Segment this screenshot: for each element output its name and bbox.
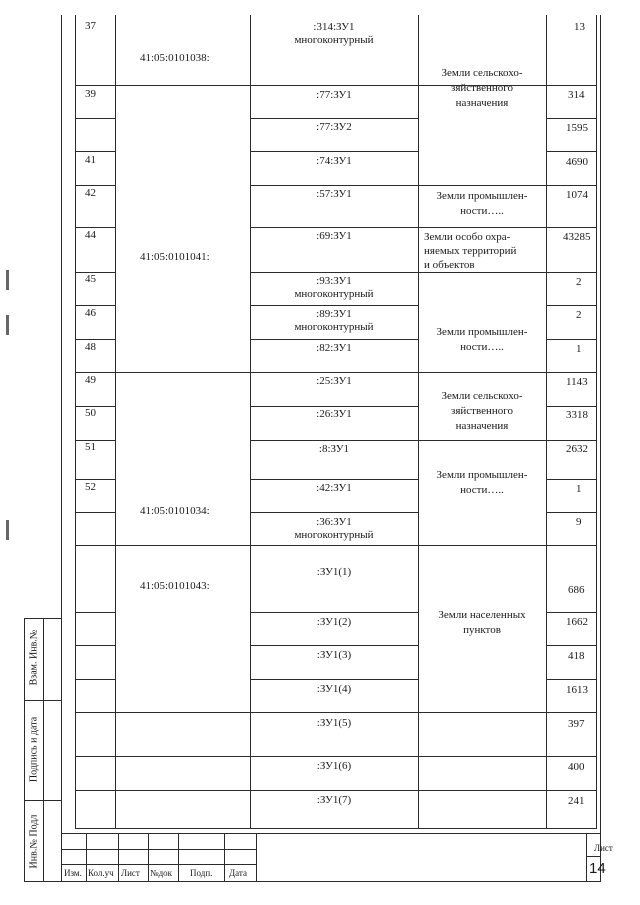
row-number: 44 <box>85 229 96 241</box>
area-value: 241 <box>568 795 585 807</box>
frame-bottom <box>24 881 601 882</box>
quarter-number: 41:05:0101041: <box>140 251 210 263</box>
row-line <box>75 545 597 546</box>
category-label: ности….. <box>460 205 504 217</box>
row-line <box>75 712 597 713</box>
area-value: 1595 <box>566 122 588 134</box>
table-col-line <box>596 15 597 828</box>
row-number: 52 <box>85 481 96 493</box>
side-column-line <box>24 618 25 881</box>
row-line <box>250 440 418 441</box>
plot-label: :ЗУ1(7) <box>316 794 352 806</box>
row-number: 51 <box>85 441 96 453</box>
category-label: Земли промышлен- <box>436 469 528 481</box>
stamp-kol: Кол.уч <box>88 868 114 878</box>
row-line <box>546 479 596 480</box>
row-number: 49 <box>85 374 96 386</box>
area-value: 1662 <box>566 616 588 628</box>
category-label: ности….. <box>460 484 504 496</box>
area-value: 418 <box>568 650 585 662</box>
row-line <box>75 185 115 186</box>
quarter-number: 41:05:0101038: <box>140 52 210 64</box>
stamp-list: Лист <box>121 868 140 878</box>
area-value: 2 <box>576 276 582 288</box>
row-line <box>546 679 596 680</box>
area-value: 43285 <box>563 231 591 243</box>
row-number: 39 <box>85 88 96 100</box>
category-line <box>418 272 546 273</box>
table-col-line <box>115 15 116 828</box>
category-label: Земли промышлен- <box>436 190 528 202</box>
row-number: 50 <box>85 407 96 419</box>
plot-label: :26:ЗУ1 <box>316 408 352 420</box>
stamp-line <box>61 849 256 850</box>
area-value: 1074 <box>566 189 588 201</box>
quarter-number: 41:05:0101043: <box>140 580 210 592</box>
stamp-line <box>118 833 119 881</box>
row-line <box>75 305 115 306</box>
plot-label: :ЗУ1(2) <box>316 616 352 628</box>
area-value: 4690 <box>566 156 588 168</box>
row-line <box>75 151 115 152</box>
category-label: зяйственного <box>450 405 513 417</box>
category-label: пунктов <box>463 624 501 636</box>
row-line <box>250 227 418 228</box>
category-label: Земли особо охра- <box>424 231 511 243</box>
category-line <box>418 185 546 186</box>
table-col-line <box>75 15 76 828</box>
row-line <box>75 756 597 757</box>
row-line <box>546 339 596 340</box>
row-number: 42 <box>85 187 96 199</box>
side-vzam-label: Взам. Инв.№ <box>28 629 40 686</box>
plot-label: :57:ЗУ1 <box>316 188 352 200</box>
table-col-line <box>250 15 251 828</box>
row-line <box>75 372 597 373</box>
row-line <box>250 645 418 646</box>
category-label: ности….. <box>460 341 504 353</box>
area-value: 1 <box>576 483 582 495</box>
plot-label: :93:ЗУ1 <box>316 275 352 287</box>
plot-label: :314:ЗУ1 <box>313 21 355 33</box>
plot-label: :ЗУ1(1) <box>316 566 352 578</box>
row-line <box>250 406 418 407</box>
category-label: Земли сельскохо- <box>441 67 523 79</box>
frame-left <box>61 15 62 881</box>
category-label: Земли сельскохо- <box>441 390 523 402</box>
plot-label-sub: многоконтурный <box>294 34 374 46</box>
scan-mark <box>6 270 9 290</box>
row-line <box>250 272 418 273</box>
row-line <box>546 440 596 441</box>
plot-label: :82:ЗУ1 <box>316 342 352 354</box>
stamp-podp: Подп. <box>190 868 213 878</box>
row-line <box>250 151 418 152</box>
area-value: 1143 <box>566 376 588 388</box>
plot-label: :36:ЗУ1 <box>316 516 352 528</box>
plot-label: :ЗУ1(3) <box>316 649 352 661</box>
frame-right <box>600 15 601 881</box>
category-label: назначения <box>455 97 509 109</box>
plot-label: :ЗУ1(5) <box>316 717 352 729</box>
row-line <box>250 118 418 119</box>
side-podpis-label: Подпись и дата <box>28 716 40 783</box>
row-line <box>250 305 418 306</box>
stamp-line <box>148 833 149 881</box>
row-line <box>250 612 418 613</box>
plot-label: :25:ЗУ1 <box>316 375 352 387</box>
area-value: 9 <box>576 516 582 528</box>
row-line <box>250 479 418 480</box>
stamp-line <box>586 856 601 857</box>
row-line <box>75 679 115 680</box>
side-column-line <box>43 618 44 881</box>
category-label: и объектов <box>424 259 475 271</box>
area-value: 2 <box>576 309 582 321</box>
plot-label: :77:ЗУ1 <box>316 89 352 101</box>
area-value: 1 <box>576 343 582 355</box>
row-line <box>546 272 596 273</box>
row-line <box>75 828 597 829</box>
plot-label-sub: многоконтурный <box>294 288 374 300</box>
table-col-line <box>546 15 547 828</box>
category-label: назначения <box>455 420 509 432</box>
stamp-line <box>178 833 179 881</box>
row-line <box>546 512 596 513</box>
row-line <box>546 185 596 186</box>
row-line <box>546 118 596 119</box>
row-line <box>250 512 418 513</box>
row-number: 41 <box>85 154 96 166</box>
area-value: 314 <box>568 89 585 101</box>
plot-label: :74:ЗУ1 <box>316 155 352 167</box>
row-number: 46 <box>85 307 96 319</box>
stamp-line <box>86 833 87 881</box>
row-number: 48 <box>85 341 96 353</box>
area-value: 400 <box>568 761 585 773</box>
plot-label: :ЗУ1(6) <box>316 760 352 772</box>
area-value: 1613 <box>566 684 588 696</box>
category-label: Земли промышлен- <box>436 326 528 338</box>
category-line <box>418 440 546 441</box>
area-value: 2632 <box>566 443 588 455</box>
stamp-line <box>256 833 257 881</box>
row-line <box>250 185 418 186</box>
plot-label-sub: многоконтурный <box>294 321 374 333</box>
plot-label: :8:ЗУ1 <box>318 443 350 455</box>
row-line <box>75 645 115 646</box>
quarter-number: 41:05:0101034: <box>140 505 210 517</box>
plot-label: :77:ЗУ2 <box>316 121 352 133</box>
row-line <box>75 512 115 513</box>
row-number: 37 <box>85 20 96 32</box>
plot-label: :89:ЗУ1 <box>316 308 352 320</box>
plot-label: :ЗУ1(4) <box>316 683 352 695</box>
stamp-line <box>61 833 601 834</box>
stamp-line <box>586 833 587 881</box>
row-line <box>546 406 596 407</box>
stamp-list-label: Лист <box>594 843 613 853</box>
stamp-line <box>224 833 225 881</box>
category-label: Земли населенных <box>438 609 526 621</box>
row-line <box>546 612 596 613</box>
category-label: няемых территорий <box>424 245 517 257</box>
scan-mark <box>6 520 9 540</box>
row-line <box>75 479 115 480</box>
area-value: 397 <box>568 718 585 730</box>
category-label: зяйственного <box>450 82 513 94</box>
row-line <box>546 305 596 306</box>
row-line <box>546 645 596 646</box>
row-line <box>546 151 596 152</box>
stamp-data: Дата <box>229 868 247 878</box>
category-line <box>418 227 546 228</box>
row-line <box>250 679 418 680</box>
row-line <box>75 612 115 613</box>
row-line <box>250 339 418 340</box>
stamp-ndok: №док <box>150 868 173 878</box>
row-line <box>75 227 115 228</box>
row-line <box>75 790 597 791</box>
row-line <box>75 339 115 340</box>
plot-label-sub: многоконтурный <box>294 529 374 541</box>
area-value: 686 <box>568 584 585 596</box>
stamp-line <box>61 864 256 865</box>
row-number: 45 <box>85 273 96 285</box>
stamp-izm: Изм. <box>64 868 82 878</box>
scan-mark <box>6 315 9 335</box>
side-inv-label: Инв.№ Подл <box>28 814 40 869</box>
area-value: 13 <box>574 21 585 33</box>
row-line <box>75 118 115 119</box>
row-line <box>546 227 596 228</box>
area-value: 3318 <box>566 409 588 421</box>
plot-label: :69:ЗУ1 <box>316 230 352 242</box>
plot-label: :42:ЗУ1 <box>316 482 352 494</box>
page-number: 14 <box>589 860 606 877</box>
